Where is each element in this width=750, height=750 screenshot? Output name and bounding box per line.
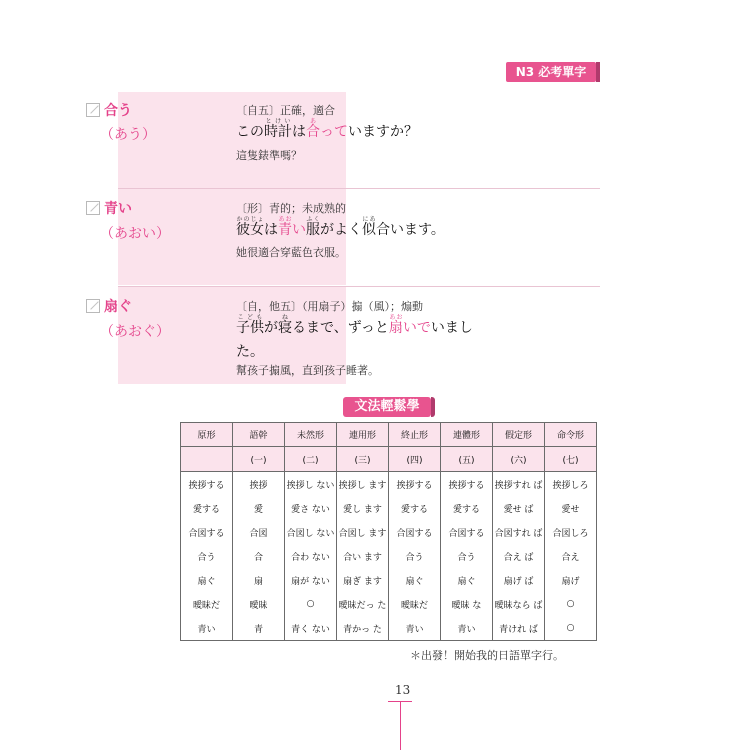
checkbox-icon[interactable] [86, 103, 100, 117]
table-cell: 挨拶 [233, 472, 285, 497]
table-cell: 挨拶すれ ば [493, 472, 545, 497]
table-cell: 青 [233, 616, 285, 641]
table-cell: 合図 [233, 520, 285, 544]
grammar-section-title: 文法輕鬆學 [343, 397, 431, 417]
table-row [181, 592, 597, 616]
table-cell: 扇げ [545, 568, 597, 592]
table-cell: ○ [285, 592, 337, 616]
table-cell: 愛する [181, 496, 233, 520]
table-cell: 青く ない [285, 616, 337, 641]
table-cell: 合 [233, 544, 285, 568]
vocab-translation: 這隻錶準嗎？ [236, 149, 302, 162]
table-cell: 扇ぐ [389, 568, 441, 592]
table-row [181, 472, 597, 497]
table-cell: 愛 [233, 496, 285, 520]
vocab-word: 合う [104, 103, 132, 119]
page-number-rule-vertical [400, 701, 401, 750]
vocab-part-of-speech: 〔自五〕正確，適合 [236, 104, 335, 117]
checkbox-icon[interactable] [86, 201, 100, 215]
table-cell: 挨拶する [181, 472, 233, 497]
footnote: ＊出發！開始我的日語單字行。 [410, 649, 564, 662]
table-row [181, 568, 597, 592]
table-number-row [181, 447, 597, 472]
table-cell: 青かっ た [337, 616, 389, 641]
vocab-word: 青い [104, 201, 132, 217]
table-cell: 挨拶する [441, 472, 493, 497]
column-header: 原形 [181, 423, 233, 447]
table-cell: 曖昧 [233, 592, 285, 616]
table-cell: 合図する [389, 520, 441, 544]
table-row [181, 520, 597, 544]
column-header: 連用形 [337, 423, 389, 447]
table-cell: 合図する [441, 520, 493, 544]
table-cell: 合う [441, 544, 493, 568]
table-cell: 扇が ない [285, 568, 337, 592]
table-cell: 挨拶しろ [545, 472, 597, 497]
vocab-reading: （あう） [100, 127, 156, 143]
vocab-example-sentence-continued: た。 [236, 344, 264, 360]
header-badge: N3 必考單字 [506, 62, 596, 82]
table-cell: 合図しろ [545, 520, 597, 544]
table-cell: 合う [181, 544, 233, 568]
table-cell: 愛し ます [337, 496, 389, 520]
table-cell: 合う [389, 544, 441, 568]
table-cell: 合い ます [337, 544, 389, 568]
table-cell: 曖昧なら ば [493, 592, 545, 616]
table-cell: 愛さ ない [285, 496, 337, 520]
table-cell: 青い [441, 616, 493, 641]
vocab-example-sentence: この時計とけいは合あっていますか？ [236, 118, 418, 140]
column-number: (四) [389, 447, 441, 472]
table-cell: 青い [389, 616, 441, 641]
table-cell: 合図し ない [285, 520, 337, 544]
column-number: (六) [493, 447, 545, 472]
vocab-translation: 幫孩子搧風，直到孩子睡著。 [236, 364, 379, 377]
table-row [181, 616, 597, 641]
vocab-part-of-speech: 〔自，他五〕（用扇子）搧（風）；煽動 [236, 300, 423, 313]
table-cell: 合わ ない [285, 544, 337, 568]
table-cell: 合図し ます [337, 520, 389, 544]
vocab-word: 扇ぐ [104, 299, 132, 315]
vocab-reading: （あおぐ） [100, 324, 170, 340]
table-row [181, 496, 597, 520]
table-cell: 合え ば [493, 544, 545, 568]
table-cell: 合図する [181, 520, 233, 544]
table-header-row [181, 423, 597, 447]
table-cell: 愛する [389, 496, 441, 520]
column-number: (三) [337, 447, 389, 472]
table-cell: 曖昧だ [389, 592, 441, 616]
table-cell: 合え [545, 544, 597, 568]
table-cell: 扇ぎ ます [337, 568, 389, 592]
table-cell: 扇 [233, 568, 285, 592]
column-header: 假定形 [493, 423, 545, 447]
table-cell: ○ [545, 616, 597, 641]
table-cell: 扇げ ば [493, 568, 545, 592]
table-cell: ○ [545, 592, 597, 616]
table-cell: 曖昧 な [441, 592, 493, 616]
column-header: 終止形 [389, 423, 441, 447]
table-cell: 青けれ ば [493, 616, 545, 641]
table-cell: 曖昧だっ た [337, 592, 389, 616]
vocab-reading: （あおい） [100, 226, 170, 242]
conjugation-table [180, 422, 597, 641]
column-header: 命令形 [545, 423, 597, 447]
table-cell: 挨拶する [389, 472, 441, 497]
table-cell: 挨拶し ない [285, 472, 337, 497]
table-cell: 挨拶し ます [337, 472, 389, 497]
column-header: 未然形 [285, 423, 337, 447]
column-number: (七) [545, 447, 597, 472]
checkbox-icon[interactable] [86, 299, 100, 313]
column-number: (五) [441, 447, 493, 472]
table-cell: 青い [181, 616, 233, 641]
vocab-example-sentence: 彼女かのじょは青あおい服ふくがよく似にあ合います。 [236, 216, 445, 238]
table-cell: 扇ぐ [181, 568, 233, 592]
column-number [181, 447, 233, 472]
table-row [181, 544, 597, 568]
table-cell: 合図すれ ば [493, 520, 545, 544]
table-cell: 扇ぐ [441, 568, 493, 592]
column-number: (一) [233, 447, 285, 472]
column-header: 連體形 [441, 423, 493, 447]
table-cell: 愛する [441, 496, 493, 520]
table-cell: 愛せ ば [493, 496, 545, 520]
page-number: 13 [395, 683, 411, 697]
table-cell: 曖昧だ [181, 592, 233, 616]
column-header: 語幹 [233, 423, 285, 447]
table-cell: 愛せ [545, 496, 597, 520]
vocab-translation: 她很適合穿藍色衣服。 [236, 246, 346, 259]
vocab-example-sentence: 子供こどもが寝ねるまで、ずっと扇あおいでいまし [236, 314, 473, 336]
column-number: (二) [285, 447, 337, 472]
vocab-part-of-speech: 〔形〕青的；未成熟的 [236, 202, 346, 215]
